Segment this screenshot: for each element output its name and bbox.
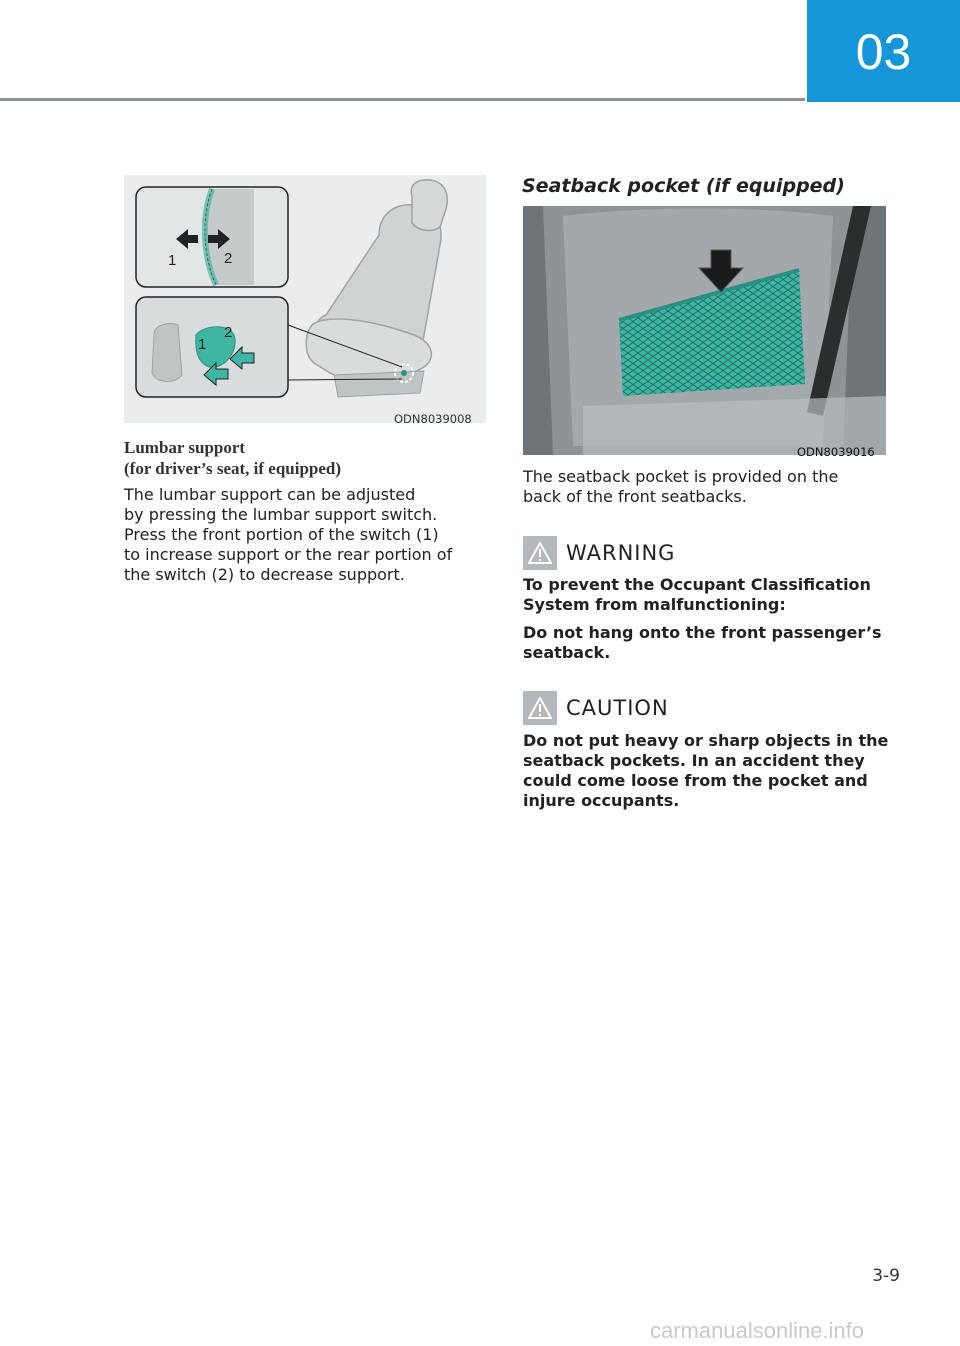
caution-paragraph: [523, 731, 893, 811]
caution-body: [523, 731, 893, 819]
seatback-pocket-illustration: [523, 206, 886, 455]
section-heading: [124, 437, 341, 479]
text-line: Do not hang onto the front passenger’s: [523, 623, 882, 642]
seatback-pocket-figure: [523, 206, 886, 455]
text-line: to increase support or the rear portion of: [124, 545, 453, 564]
text-line: Press the front portion of the switch (1): [124, 525, 439, 544]
upper-callout-1: 1: [168, 252, 177, 269]
figure-caption: ODN8039008: [394, 412, 472, 426]
warning-paragraph: [523, 575, 893, 615]
upper-callout-2: 2: [224, 250, 233, 267]
text-line: seatback.: [523, 643, 611, 662]
heading-line: Lumbar support: [124, 438, 246, 457]
warning-paragraph: [523, 623, 893, 663]
caution-header: [523, 691, 669, 725]
lower-callout-2: 2: [224, 324, 233, 341]
warning-header: [523, 536, 675, 570]
text-line: back of the front seatbacks.: [523, 487, 747, 506]
text-line: could come loose from the pocket and: [523, 771, 868, 790]
warning-body: [523, 575, 893, 671]
warning-title: WARNING: [566, 541, 676, 565]
text-line: seatback pockets. In an accident they: [523, 751, 865, 770]
lumbar-support-figure: [124, 175, 486, 423]
text-line: System from malfunctioning:: [523, 595, 786, 614]
caution-title: CAUTION: [566, 696, 669, 720]
footer-watermark[interactable]: carmanualsonline.info: [650, 1318, 865, 1343]
pocket-body-text: [523, 467, 838, 507]
lumbar-body-text: [124, 485, 452, 585]
warning-triangle-icon: [523, 536, 557, 570]
page-number: 3-9: [872, 1266, 900, 1286]
chapter-number: 03: [855, 24, 912, 80]
text-line: by pressing the lumbar support switch.: [124, 505, 438, 524]
text-line: the switch (2) to decrease support.: [124, 565, 405, 584]
text-line: To prevent the Occupant Classification: [523, 575, 871, 594]
text-line: injure occupants.: [523, 791, 680, 810]
chapter-tab: [807, 0, 960, 102]
lower-callout-1: 1: [198, 336, 207, 353]
caution-triangle-icon: [523, 691, 557, 725]
text-line: The lumbar support can be adjusted: [124, 485, 416, 504]
lumbar-seat-illustration: [124, 175, 486, 423]
text-line: The seatback pocket is provided on the: [523, 467, 839, 486]
text-line: Do not put heavy or sharp objects in the: [523, 731, 889, 750]
figure-caption: ODN8039016: [797, 445, 875, 459]
header-rule: [0, 98, 805, 101]
section-title: Seatback pocket (if equipped): [522, 175, 845, 197]
heading-line: (for driver’s seat, if equipped): [124, 459, 342, 478]
